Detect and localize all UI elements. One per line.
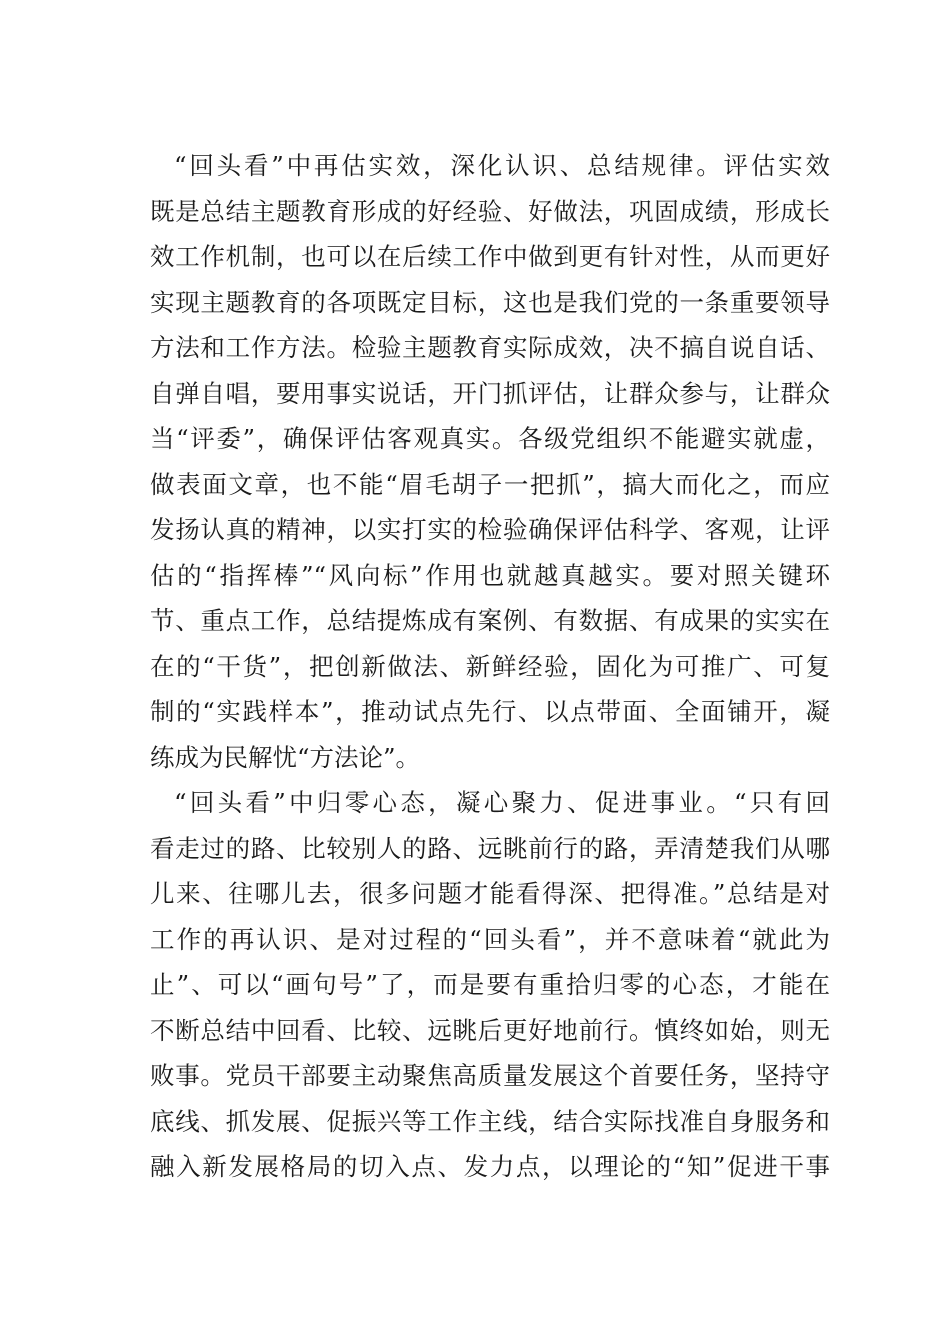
paragraph-line: 自弹自唱，要用事实说话，开门抓评估，让群众参与，让群众 — [150, 378, 830, 408]
paragraph-1 — [150, 143, 830, 780]
paragraph-line: 融入新发展格局的切入点、发力点，以理论的“知”促进干事 — [150, 1152, 830, 1181]
paragraph-line: 练成为民解忧“方法论”。 — [150, 742, 421, 772]
paragraph-line: 工作的再认识、是对过程的“回头看”，并不意味着“就此为 — [150, 924, 830, 954]
paragraph-line: 方法和工作方法。检验主题教育实际成效，决不搞自说自话、 — [150, 333, 830, 362]
body-text — [150, 143, 830, 1190]
paragraph-line: 既是总结主题教育形成的好经验、好做法，巩固成绩，形成长 — [150, 196, 830, 226]
paragraph-line: 估的“指挥棒”“风向标”作用也就越真越实。要对照关键环 — [150, 560, 830, 590]
paragraph-line: “回头看”中再估实效，深化认识、总结规律。评估实效 — [174, 151, 830, 180]
paragraph-line: 底线、抓发展、促振兴等工作主线，结合实际找准自身服务和 — [150, 1106, 830, 1136]
paragraph-line: 败事。党员干部要主动聚焦高质量发展这个首要任务，坚持守 — [150, 1061, 830, 1090]
paragraph-line: 实现主题教育的各项既定目标，这也是我们党的一条重要领导 — [150, 287, 830, 317]
paragraph-line: 做表面文章，也不能“眉毛胡子一把抓”，搞大而化之，而应 — [150, 469, 830, 499]
paragraph-2 — [150, 780, 830, 1190]
paragraph-line: 看走过的路、比较别人的路、远眺前行的路，弄清楚我们从哪 — [150, 833, 830, 863]
paragraph-line: 当“评委”，确保评估客观真实。各级党组织不能避实就虚， — [150, 424, 830, 453]
paragraph-line: “回头看”中归零心态，凝心聚力、促进事业。“只有回 — [174, 788, 830, 817]
paragraph-line: 止”、可以“画句号”了，而是要有重拾归零的心态，才能在 — [150, 970, 830, 999]
paragraph-line: 效工作机制，也可以在后续工作中做到更有针对性，从而更好 — [150, 242, 830, 271]
paragraph-line: 不断总结中回看、比较、远眺后更好地前行。慎终如始，则无 — [150, 1015, 830, 1045]
paragraph-line: 制的“实践样本”，推动试点先行、以点带面、全面铺开，凝 — [150, 697, 830, 726]
paragraph-line: 儿来、往哪儿去，很多问题才能看得深、把得准。”总结是对 — [150, 879, 830, 908]
paragraph-line: 在的“干货”，把创新做法、新鲜经验，固化为可推广、可复 — [150, 651, 830, 681]
paragraph-line: 发扬认真的精神，以实打实的检验确保评估科学、客观，让评 — [150, 515, 830, 544]
paragraph-line: 节、重点工作，总结提炼成有案例、有数据、有成果的实实在 — [150, 606, 830, 635]
